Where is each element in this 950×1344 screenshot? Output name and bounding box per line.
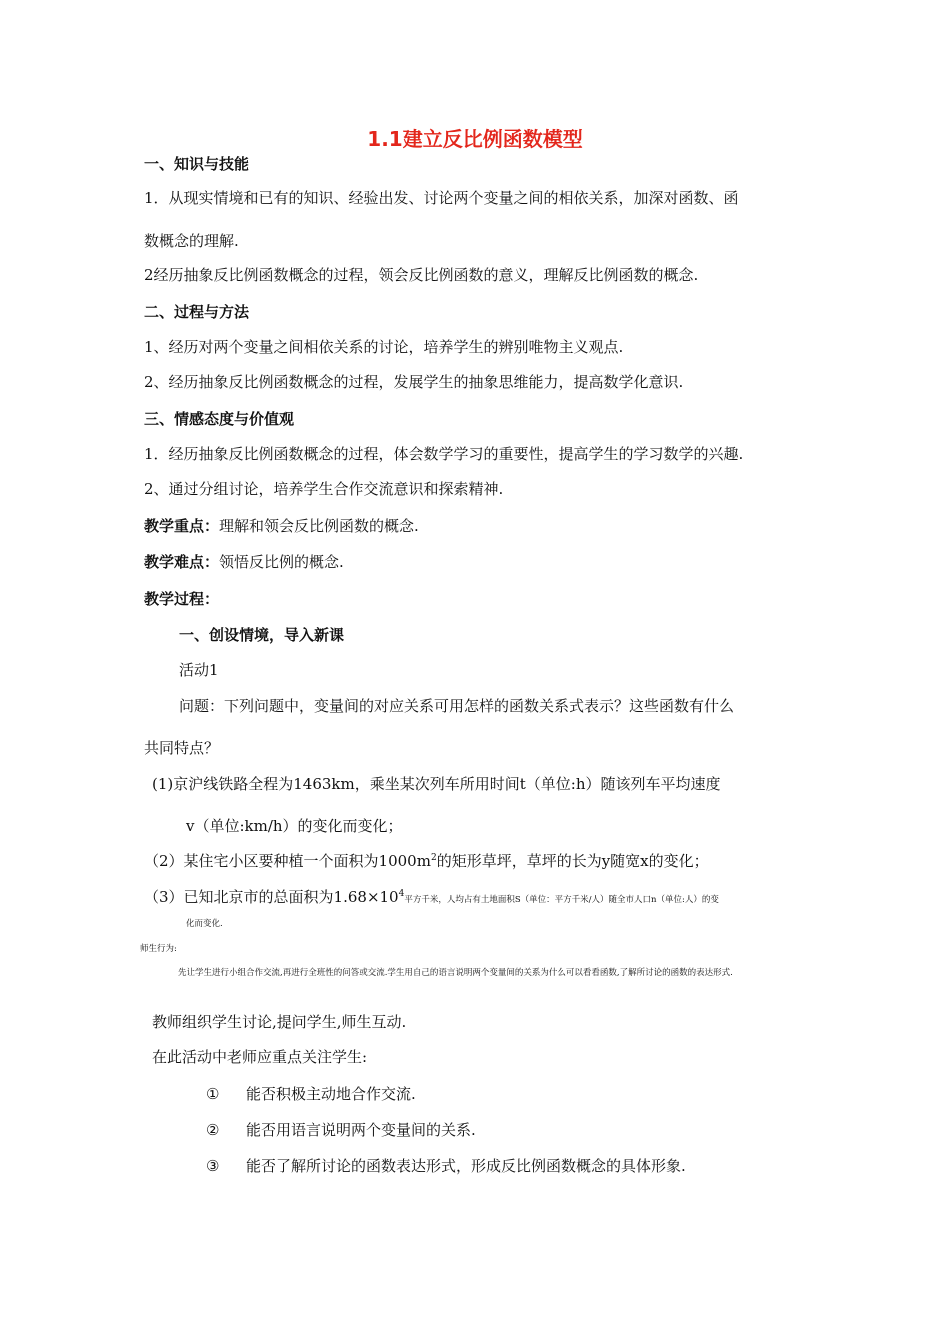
section-1-heading: 一、知识与技能 bbox=[144, 155, 250, 173]
item-2-suffix: 的矩形草坪，草坪的长为y随宽x的变化； bbox=[436, 852, 709, 870]
focus-item-1-number: ① bbox=[206, 1085, 220, 1103]
activity-label: 活动1 bbox=[179, 661, 219, 679]
difficult-point-label: 教学难点： bbox=[144, 553, 220, 571]
s1-paragraph-1-line-2: 数概念的理解. bbox=[144, 232, 239, 250]
key-point-text: 理解和领会反比例函数的概念. bbox=[219, 517, 419, 535]
part-1-heading: 一、创设情境，导入新课 bbox=[179, 626, 345, 644]
key-point-label: 教学重点： bbox=[144, 517, 220, 535]
question-line-1: 问题：下列问题中，变量间的对应关系可用怎样的函数关系式表示？这些函数有什么 bbox=[179, 697, 735, 715]
behavior-text: 先让学生进行小组合作交流,再进行全班性的问答或交流.学生用自己的语言说明两个变量间的关系为什么可以看看函数,了解所讨论的函数的表达形式. bbox=[178, 968, 733, 978]
s2-paragraph-2: 2、经历抽象反比例函数概念的过程，发展学生的抽象思维能力，提高数学化意识. bbox=[144, 373, 684, 391]
focus-item-3-number: ③ bbox=[206, 1157, 220, 1175]
s1-paragraph-2: 2经历抽象反比例函数概念的过程，领会反比例函数的意义，理解反比例函数的概念. bbox=[144, 266, 699, 284]
difficult-point-text: 领悟反比例的概念. bbox=[219, 553, 344, 571]
item-3-line-2: 化而变化. bbox=[186, 919, 223, 929]
focus-item-1 bbox=[206, 1084, 416, 1104]
focus-item-2-number: ② bbox=[206, 1121, 220, 1139]
focus-item-2-text: 能否用语言说明两个变量间的关系. bbox=[246, 1121, 476, 1139]
s2-paragraph-1: 1、经历对两个变量之间相依关系的讨论，培养学生的辨别唯物主义观点. bbox=[144, 338, 624, 356]
focus-item-3-text: 能否了解所讨论的函数表达形式，形成反比例函数概念的具体形象. bbox=[246, 1157, 686, 1175]
key-point bbox=[144, 516, 419, 536]
item-2-superscript: 2 bbox=[430, 853, 437, 863]
item-1-line-2: v（单位:km/h）的变化而变化； bbox=[186, 817, 403, 835]
teacher-paragraph-2: 在此活动中老师应重点关注学生: bbox=[152, 1048, 368, 1066]
focus-item-2 bbox=[206, 1120, 476, 1140]
item-3-small-text: 平方千米，人均占有土地面积S（单位：平方千米/人）随全市人口n（单位:人）的变 bbox=[404, 895, 719, 905]
behavior-label: 师生行为: bbox=[140, 944, 177, 954]
section-3-heading: 三、情感态度与价值观 bbox=[144, 410, 295, 428]
item-3 bbox=[144, 887, 719, 907]
s3-paragraph-1: 1．经历抽象反比例函数概念的过程，体会数学学习的重要性，提高学生的学习数学的兴趣. bbox=[144, 445, 744, 463]
focus-item-1-text: 能否积极主动地合作交流. bbox=[246, 1085, 416, 1103]
document-title: 1.1建立反比例函数模型 bbox=[367, 127, 583, 151]
teacher-paragraph-1: 教师组织学生讨论,提问学生,师生互动. bbox=[152, 1013, 407, 1031]
item-3-prefix: （3）已知北京市的总面积为1.68×10 bbox=[144, 888, 399, 906]
item-1-line-1: (1)京沪线铁路全程为1463km，乘坐某次列车所用时间t（单位:h）随该列车平均速度 bbox=[152, 775, 721, 793]
item-3-superscript: 4 bbox=[398, 889, 405, 899]
question-line-2: 共同特点？ bbox=[144, 739, 220, 757]
s3-paragraph-2: 2、通过分组讨论，培养学生合作交流意识和探索精神. bbox=[144, 480, 504, 498]
item-2 bbox=[144, 851, 709, 871]
item-2-prefix: （2）某住宅小区要种植一个面积为1000m bbox=[144, 852, 431, 870]
s1-paragraph-1-line-1: 1．从现实情境和已有的知识、经验出发、讨论两个变量之间的相依关系，加深对函数、函 bbox=[144, 189, 739, 207]
section-2-heading: 二、过程与方法 bbox=[144, 303, 250, 321]
focus-item-3 bbox=[206, 1156, 686, 1176]
difficult-point bbox=[144, 552, 344, 572]
process-heading: 教学过程： bbox=[144, 590, 220, 608]
